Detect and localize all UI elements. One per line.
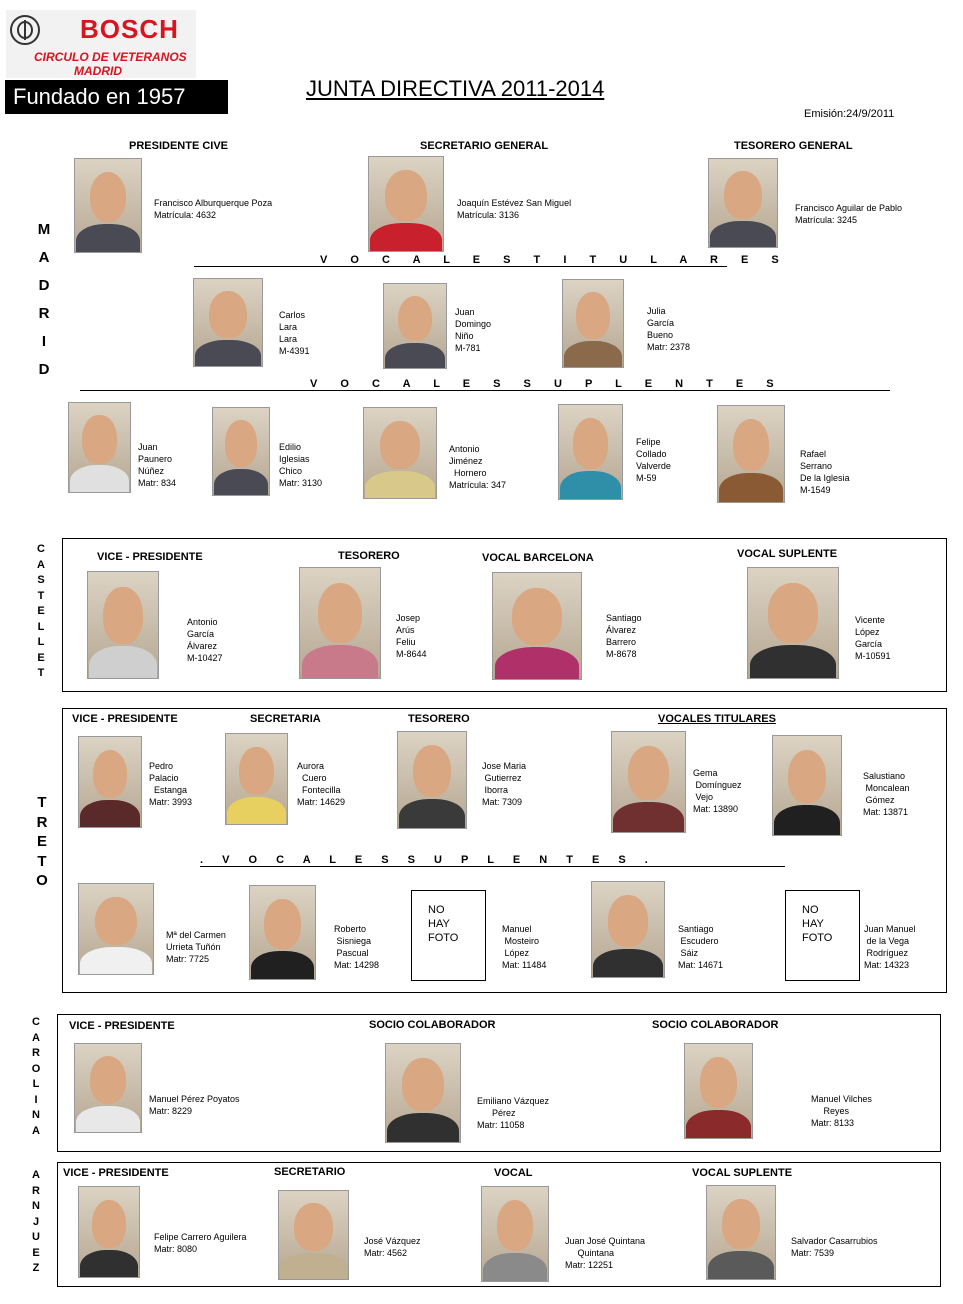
treto-vocales-suplentes-title: . V O C A L E S S U P L E N T E S . — [200, 854, 656, 866]
info-member: Josep Arús Feliu M-8644 — [396, 613, 427, 659]
info-suplente: Rafael Serrano De la Iglesia M-1549 — [800, 449, 850, 495]
carolina-vertical-label: C A R O L I N A — [31, 1016, 41, 1137]
photo-titular — [562, 279, 624, 368]
photo-titular — [193, 278, 263, 367]
info-secretario-general: Joaquín Estévez San Miguel Matrícula: 3136 — [457, 198, 572, 220]
info-suplente: Manuel Mosteiro López Mat: 11484 — [502, 924, 547, 970]
club-city: MADRID — [74, 64, 122, 78]
photo-member — [772, 735, 842, 836]
photo-presidente — [74, 158, 142, 253]
info-member: Salustiano Moncalean Gómez Mat: 13871 — [863, 771, 910, 817]
info-suplente: Felipe Collado Valverde M-59 — [636, 437, 671, 483]
photo-suplente — [68, 402, 131, 493]
info-suplente: Santiago Escudero Sáiz Mat: 14671 — [678, 924, 724, 970]
info-suplente: Roberto Sisniega Pascual Mat: 14298 — [334, 924, 380, 970]
photo-member — [78, 736, 142, 828]
vocales-titulares-title: V O C A L E S T I T U L A R E S — [320, 254, 789, 266]
photo-secretario-general — [368, 156, 444, 252]
photo-member — [385, 1043, 461, 1143]
emission-date: Emisión:24/9/2011 — [804, 108, 895, 120]
bosch-logo-icon — [10, 15, 40, 45]
info-member: Santiago Álvarez Barrero M-8678 — [606, 613, 642, 659]
info-suplente: Juan Manuel de la Vega Rodríguez Mat: 14323 — [864, 924, 916, 970]
photo-suplente — [249, 885, 316, 980]
treto-suplentes-rule — [200, 866, 785, 867]
role-secretario: SECRETARIO — [274, 1166, 346, 1178]
info-member: Felipe Carrero Aguilera Matr: 8080 — [154, 1232, 247, 1254]
no-photo-placeholder: NO HAY FOTO — [785, 890, 860, 981]
role-socio-colaborador: SOCIO COLABORADOR — [369, 1019, 496, 1031]
info-member: Juan José Quintana Quintana Matr: 12251 — [565, 1236, 646, 1270]
info-member: Salvador Casarrubios Matr: 7539 — [791, 1236, 878, 1258]
info-titular: Juan Domingo Niño M-781 — [455, 307, 492, 353]
role-vice-presidente: VICE - PRESIDENTE — [97, 551, 203, 563]
photo-member — [747, 567, 839, 679]
info-tesorero-general: Francisco Aguilar de Pablo Matrícula: 3245 — [795, 203, 903, 225]
info-titular: Julia García Bueno Matr: 2378 — [647, 306, 691, 352]
role-vice-presidente: VICE - PRESIDENTE — [63, 1167, 169, 1179]
info-suplente: Mª del Carmen Urrieta Tuñón Matr: 7725 — [166, 930, 226, 964]
role-vice-presidente: VICE - PRESIDENTE — [69, 1020, 175, 1032]
role-vocal-suplente: VOCAL SUPLENTE — [692, 1167, 793, 1179]
role-vice-presidente: VICE - PRESIDENTE — [72, 713, 178, 725]
photo-suplente — [78, 883, 154, 975]
photo-member — [706, 1185, 776, 1280]
photo-member — [492, 572, 582, 680]
photo-suplente — [363, 407, 437, 499]
info-member: Manuel Pérez Poyatos Matr: 8229 — [149, 1094, 240, 1116]
role-tesorero: TESORERO — [408, 713, 470, 725]
info-member: Gema Domínguez Vejo Mat: 13890 — [693, 768, 742, 814]
role-tesorero-general: TESORERO GENERAL — [734, 140, 853, 152]
photo-member — [87, 571, 159, 679]
role-vocales-titulares: VOCALES TITULARES — [658, 713, 776, 725]
castellet-vertical-label: C A S T E L L E T — [37, 543, 45, 679]
vocales-suplentes-rule — [80, 390, 890, 391]
brand-name: BOSCH — [80, 14, 179, 44]
role-vocal: VOCAL — [494, 1167, 533, 1179]
role-presidente: PRESIDENTE CIVE — [129, 140, 229, 152]
info-suplente: Edilio Iglesias Chico Matr: 3130 — [279, 442, 323, 488]
role-vocal-suplente: VOCAL SUPLENTE — [737, 548, 838, 560]
vocales-titulares-rule — [194, 266, 727, 267]
info-presidente: Francisco Alburquerque Poza Matrícula: 4632 — [154, 198, 273, 220]
info-member: Pedro Palacio Estanga Matr: 3993 — [149, 761, 193, 807]
role-socio-colaborador: SOCIO COLABORADOR — [652, 1019, 779, 1031]
photo-member — [74, 1043, 142, 1133]
info-member: Jose Maria Gutierrez Iborra Mat: 7309 — [482, 761, 527, 807]
aranjuez-vertical-label: A R N J U E Z — [32, 1169, 40, 1274]
madrid-vertical-label: M A D R I D — [37, 221, 51, 378]
vocales-suplentes-title: V O C A L E S S U P L E N T E S — [310, 378, 784, 390]
info-suplente: Juan Paunero Núñez Matr: 834 — [138, 442, 177, 488]
photo-member — [299, 567, 381, 679]
role-tesorero: TESORERO — [338, 550, 400, 562]
photo-member — [225, 733, 288, 825]
no-photo-placeholder: NO HAY FOTO — [411, 890, 486, 981]
info-member: Aurora Cuero Fontecilla Matr: 14629 — [297, 761, 346, 807]
club-name: CIRCULO DE VETERANOS — [34, 50, 187, 64]
page-title: JUNTA DIRECTIVA 2011-2014 — [306, 76, 605, 101]
role-secretaria: SECRETARIA — [250, 713, 321, 725]
photo-suplente — [558, 404, 623, 500]
photo-member — [278, 1190, 349, 1280]
info-member: Manuel Vilches Reyes Matr: 8133 — [811, 1094, 872, 1128]
info-member: Antonio García Álvarez M-10427 — [187, 617, 223, 663]
info-member: Vicente López García M-10591 — [855, 615, 891, 661]
carolina-frame — [57, 1014, 941, 1152]
photo-suplente — [212, 407, 270, 496]
treto-vertical-label: T R E T O — [36, 794, 48, 889]
role-secretario-general: SECRETARIO GENERAL — [420, 140, 549, 152]
info-member: Emiliano Vázquez Pérez Matr: 11058 — [477, 1096, 550, 1130]
role-vocal-barcelona: VOCAL BARCELONA — [482, 552, 594, 564]
photo-member — [397, 731, 467, 829]
info-member: José Vázquez Matr: 4562 — [364, 1236, 421, 1258]
photo-suplente — [717, 405, 785, 503]
photo-member — [684, 1043, 753, 1139]
photo-member — [78, 1186, 140, 1278]
info-suplente: Antonio Jiménez Hornero Matrícula: 347 — [449, 444, 507, 490]
founded-banner: Fundado en 1957 — [5, 80, 228, 114]
photo-suplente — [591, 881, 665, 978]
photo-titular — [383, 283, 447, 369]
photo-member — [611, 731, 686, 833]
info-titular: Carlos Lara Lara M-4391 — [279, 310, 310, 356]
photo-member — [481, 1186, 549, 1282]
photo-tesorero-general — [708, 158, 778, 248]
